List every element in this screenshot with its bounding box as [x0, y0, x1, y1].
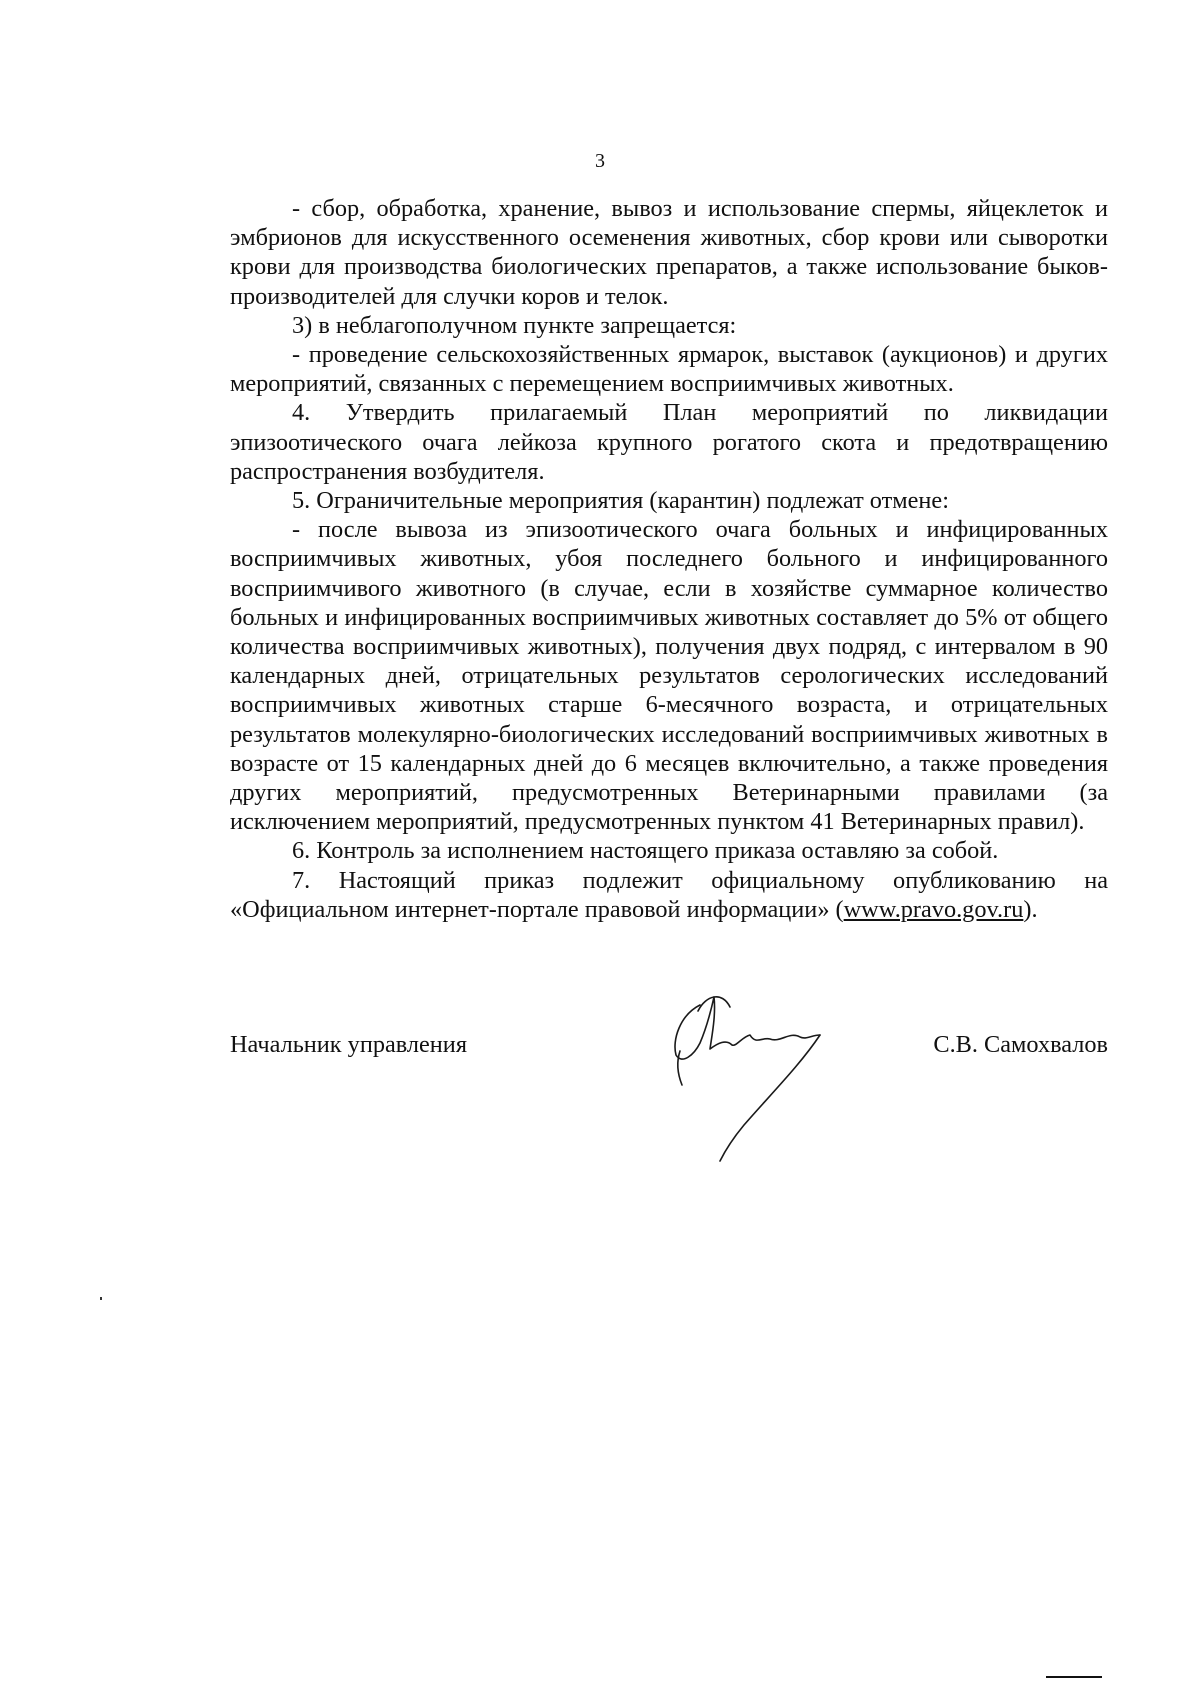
- handwritten-signature: [670, 985, 840, 1165]
- footer-rule: [1046, 1676, 1102, 1678]
- scan-speck: [100, 1297, 102, 1300]
- paragraph-quarantine-lift: - после вывоза из эпизоотического очага больных и инфицированных восприимчивых животных, убоя последнего больного и инфицированного восприимчивого животного (в случае, если в хозяйстве суммарное количество больных и инфицированных восприимчивых животных составляет до 5% от общего количества восприимчивых животных), получения двух подряд, с интервалом в 90 календарных дней, отрицательных результатов серологических исследований восприимчивых животных старше 6-месячного возраста, и отрицательных результатов молекулярно-биологических исследований восприимчивых животных в возрасте от 15 календарных дней до 6 месяцев включительно, а также проведения других мероприятий, предусмотренных Ветеринарными правилами (за исключением мероприятий, предусмотренных пунктом 41 Ветеринарных правил).: [230, 516, 1108, 836]
- paragraph-point-3: 3) в неблагополучном пункте запрещается:: [292, 311, 737, 339]
- paragraph-point-5: 5. Ограничительные мероприятия (карантин) подлежат отмене:: [292, 487, 949, 515]
- paragraph-fairs-ban: - проведение сельскохозяйственных ярмарок, выставок (аукционов) и других мероприятий, связанных с перемещением восприимчивых животных.: [230, 341, 1108, 398]
- paragraph-point-6: 6. Контроль за исполнением настоящего приказа оставляю за собой.: [292, 837, 999, 865]
- page-number: 3: [595, 150, 605, 172]
- publication-text: 7. Настоящий приказ подлежит официальному опубликованию на «Официальном интернет-портале правовой информации» (: [230, 866, 1108, 923]
- publication-text-end: ).: [1023, 895, 1038, 923]
- paragraph-collection-ban: - сбор, обработка, хранение, вывоз и использование спермы, яйцеклеток и эмбрионов для искусственного осеменения животных, сбор крови или сыворотки крови для производства биологических препаратов, а также использование быков-производителей для случки коров и телок.: [230, 195, 1108, 310]
- paragraph-point-7: [230, 866, 1108, 924]
- signer-name: С.В. Самохвалов: [933, 1031, 1108, 1058]
- document-body: [230, 194, 1108, 924]
- paragraph-point-4: 4. Утвердить прилагаемый План мероприятий по ликвидации эпизоотического очага лейкоза крупного рогатого скота и предотвращению распространения возбудителя.: [230, 399, 1108, 485]
- signer-position: Начальник управления: [230, 1031, 467, 1058]
- pravo-link[interactable]: www.pravo.gov.ru: [843, 895, 1024, 923]
